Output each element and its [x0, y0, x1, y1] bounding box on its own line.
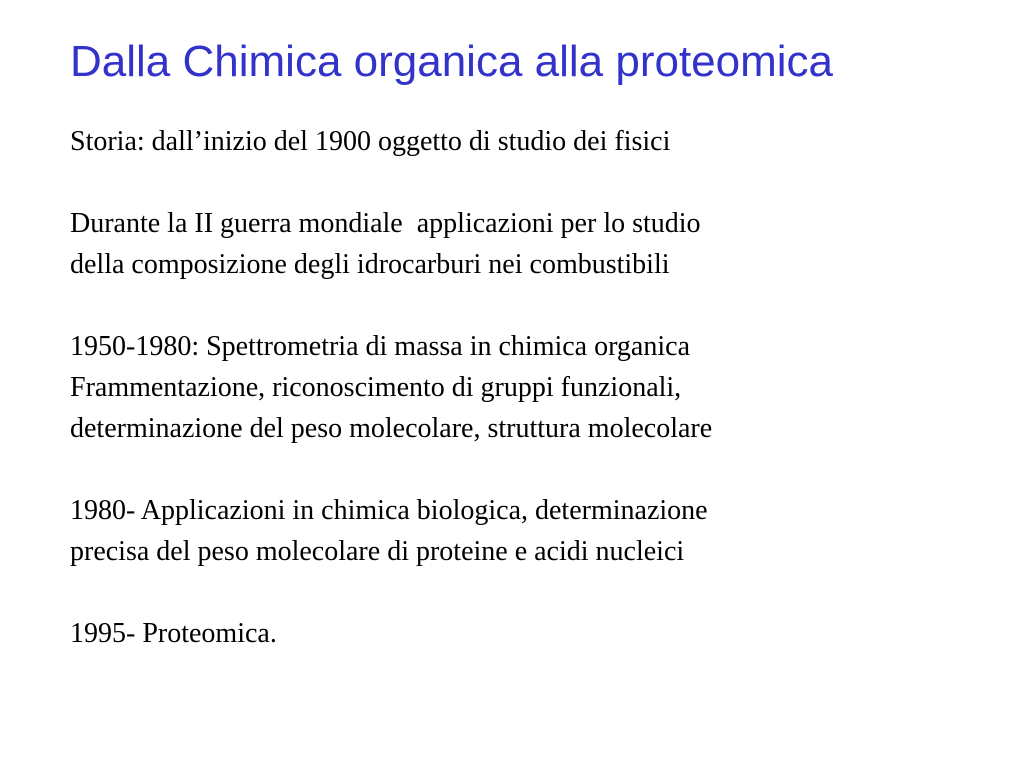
text-line: Frammentazione, riconoscimento di gruppi funzionali, — [70, 372, 682, 403]
text-line: della composizione degli idrocarburi nei combustibili — [70, 249, 670, 280]
paragraph-1950-1980 — [70, 326, 970, 449]
slide-body — [70, 121, 970, 695]
slide-title: Dalla Chimica organica alla proteomica — [70, 37, 834, 86]
text-line: Storia: dall’inizio del 1900 oggetto di studio dei fisici — [70, 126, 671, 157]
paragraph-storia — [70, 121, 970, 162]
text-line: Durante la II guerra mondiale applicazioni per lo studio — [70, 208, 701, 239]
text-line: 1950-1980: Spettrometria di massa in chimica organica — [70, 331, 690, 362]
paragraph-1995 — [70, 613, 970, 654]
text-line: determinazione del peso molecolare, struttura molecolare — [70, 413, 713, 444]
paragraph-1980 — [70, 490, 970, 572]
text-line: 1995- Proteomica. — [70, 618, 277, 649]
paragraph-guerra — [70, 203, 970, 285]
text-line: precisa del peso molecolare di proteine e acidi nucleici — [70, 536, 685, 567]
text-line: 1980- Applicazioni in chimica biologica, determinazione — [70, 495, 708, 526]
